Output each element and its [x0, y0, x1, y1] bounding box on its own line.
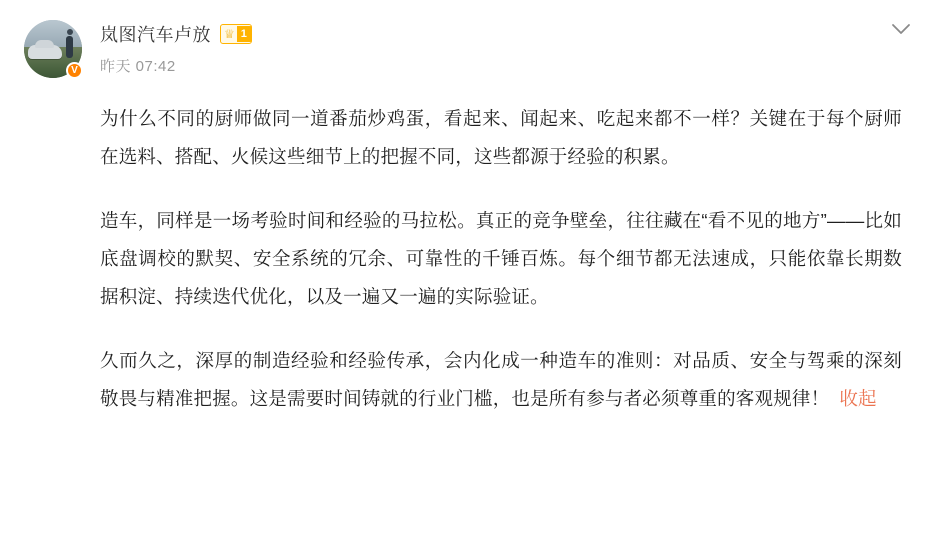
vip-level-label: 1 — [237, 26, 251, 42]
avatar-person — [66, 36, 73, 58]
author-name[interactable]: 岚图汽车卢放 — [100, 25, 211, 45]
crown-icon: ♕ — [224, 27, 235, 41]
post-paragraph: 为什么不同的厨师做同一道番茄炒鸡蛋，看起来、闻起来、吃起来都不一样？关键在于每个厨师在选料、搭配、火候这些细节上的把握不同，这些都源于经验的积累。 — [100, 108, 902, 167]
post-paragraph-text: 久而久之，深厚的制造经验和经验传承，会内化成一种造车的准则：对品质、安全与驾乘的深刻敬畏与精准把握。这是需要时间铸就的行业门槛，也是所有参与者必须尊重的客观规律！ — [100, 350, 902, 409]
post-content — [24, 100, 914, 418]
author-block — [100, 18, 252, 76]
vip-badge[interactable] — [220, 24, 252, 44]
post-header — [24, 18, 914, 94]
post-paragraph: 造车，同样是一场考验时间和经验的马拉松。真正的竞争壁垒，往往藏在“看不见的地方”——比如底盘调校的默契、安全系统的冗余、可靠性的千锤百炼。每个细节都无法速成，只能依靠长期数据积淀、持续迭代优化，以及一遍又一遍的实际验证。 — [100, 210, 902, 307]
post-timestamp[interactable]: 昨天 07:42 — [100, 58, 176, 75]
chevron-down-icon[interactable] — [888, 16, 914, 42]
author-name-row — [100, 22, 252, 46]
avatar-car — [28, 45, 62, 59]
verified-badge-icon: V — [66, 62, 83, 79]
avatar[interactable] — [24, 20, 82, 78]
post-paragraph-last — [100, 342, 902, 418]
collapse-text-link[interactable]: 收起 — [839, 388, 877, 409]
